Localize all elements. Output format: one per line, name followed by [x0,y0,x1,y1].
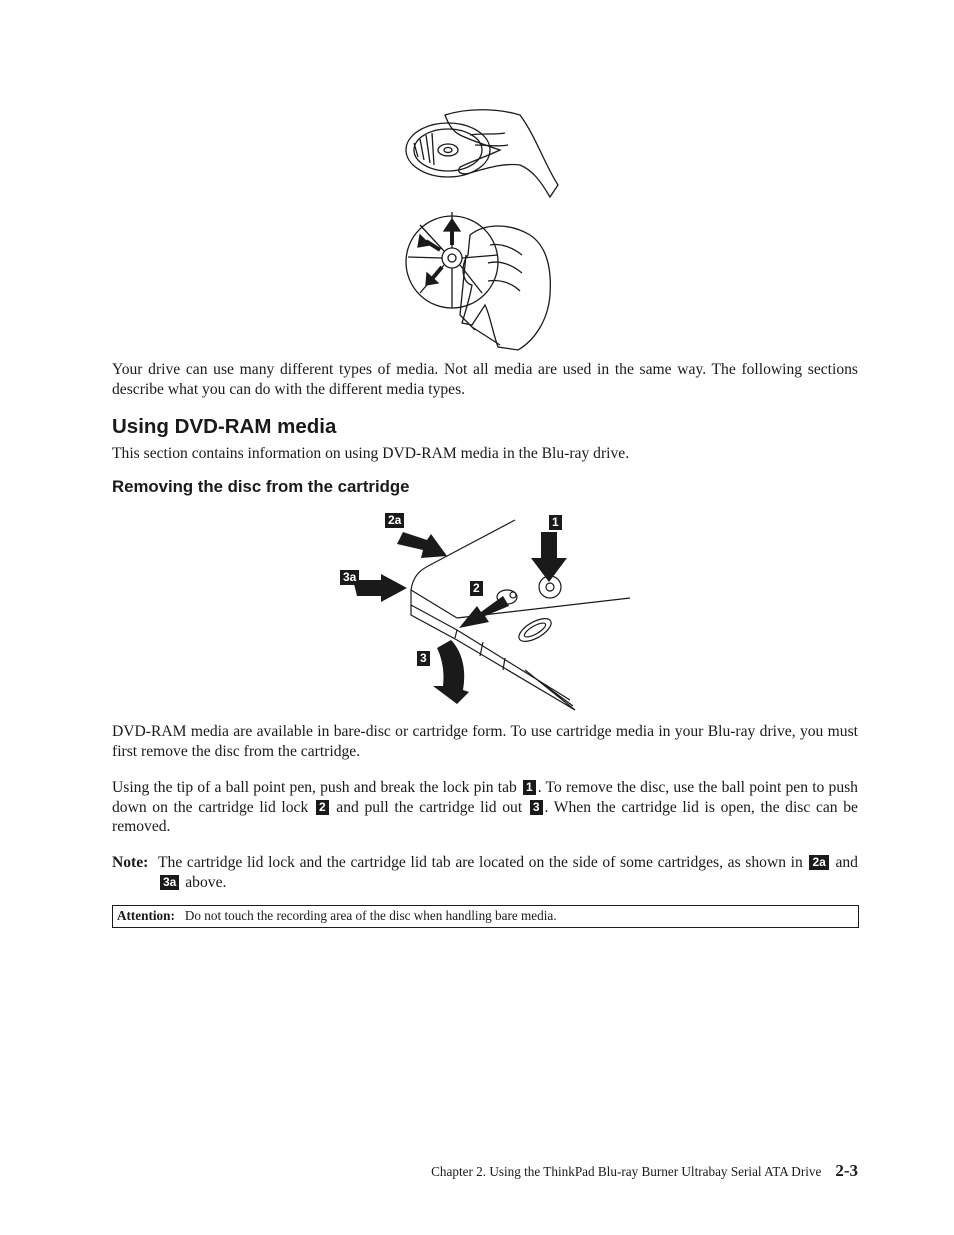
callout-2a: 2a [385,513,404,528]
page-footer [431,1161,858,1181]
page-number: 2-3 [835,1161,858,1180]
removal-text-3: and pull the cartridge lid out [336,798,523,816]
inline-callout-3: 3 [530,800,543,815]
removal-paragraph [112,778,858,837]
attention-label: Attention: [117,908,175,923]
attention-box [112,905,859,928]
note-text-3: above. [185,873,227,891]
note-block [112,853,858,892]
section-description: This section contains information on using DVD-RAM media in the Blu-ray drive. [112,445,630,462]
callout-3: 3 [417,651,430,666]
cartridge-illustration [335,510,635,715]
inline-callout-1: 1 [523,780,536,795]
footer-chapter: Chapter 2. Using the ThinkPad Blu-ray Burner Ultrabay Serial ATA Drive [431,1164,822,1179]
section-title: Using DVD-RAM media [112,415,337,438]
note-text-2: and [835,854,858,871]
cartridge-paragraph: DVD-RAM media are available in bare-disc or cartridge form. To use cartridge media in your Blu-ray drive, you must first remove the disc from the cartridge. [112,723,858,760]
intro-paragraph: Your drive can use many different types of media. Not all media are used in the same way. The following sections describe what you can do with the different media types. [112,361,858,398]
removal-text-2: . To remove the disc, use the ball point pen to push down on the cartridge lid lock [112,779,858,816]
callout-3a: 3a [340,570,359,585]
attention-text: Do not touch the recording area of the disc when handling bare media. [184,908,557,923]
removal-text-1: Using the tip of a ball point pen, push and break the lock pin tab [112,779,517,796]
removal-text-4: . When the cartridge lid is open, the disc can be removed. [112,798,858,835]
callout-1: 1 [549,515,562,530]
note-callout-3a: 3a [160,875,179,890]
note-text-1: The cartridge lid lock and the cartridge lid tab are located on the side of some cartridges, as shown in [158,854,803,871]
note-callout-2a: 2a [809,855,828,870]
inline-callout-2: 2 [316,800,329,815]
note-label: Note: [112,854,149,871]
disc-handling-illustration [400,105,565,355]
callout-2: 2 [470,581,483,596]
subsection-title: Removing the disc from the cartridge [112,477,410,496]
